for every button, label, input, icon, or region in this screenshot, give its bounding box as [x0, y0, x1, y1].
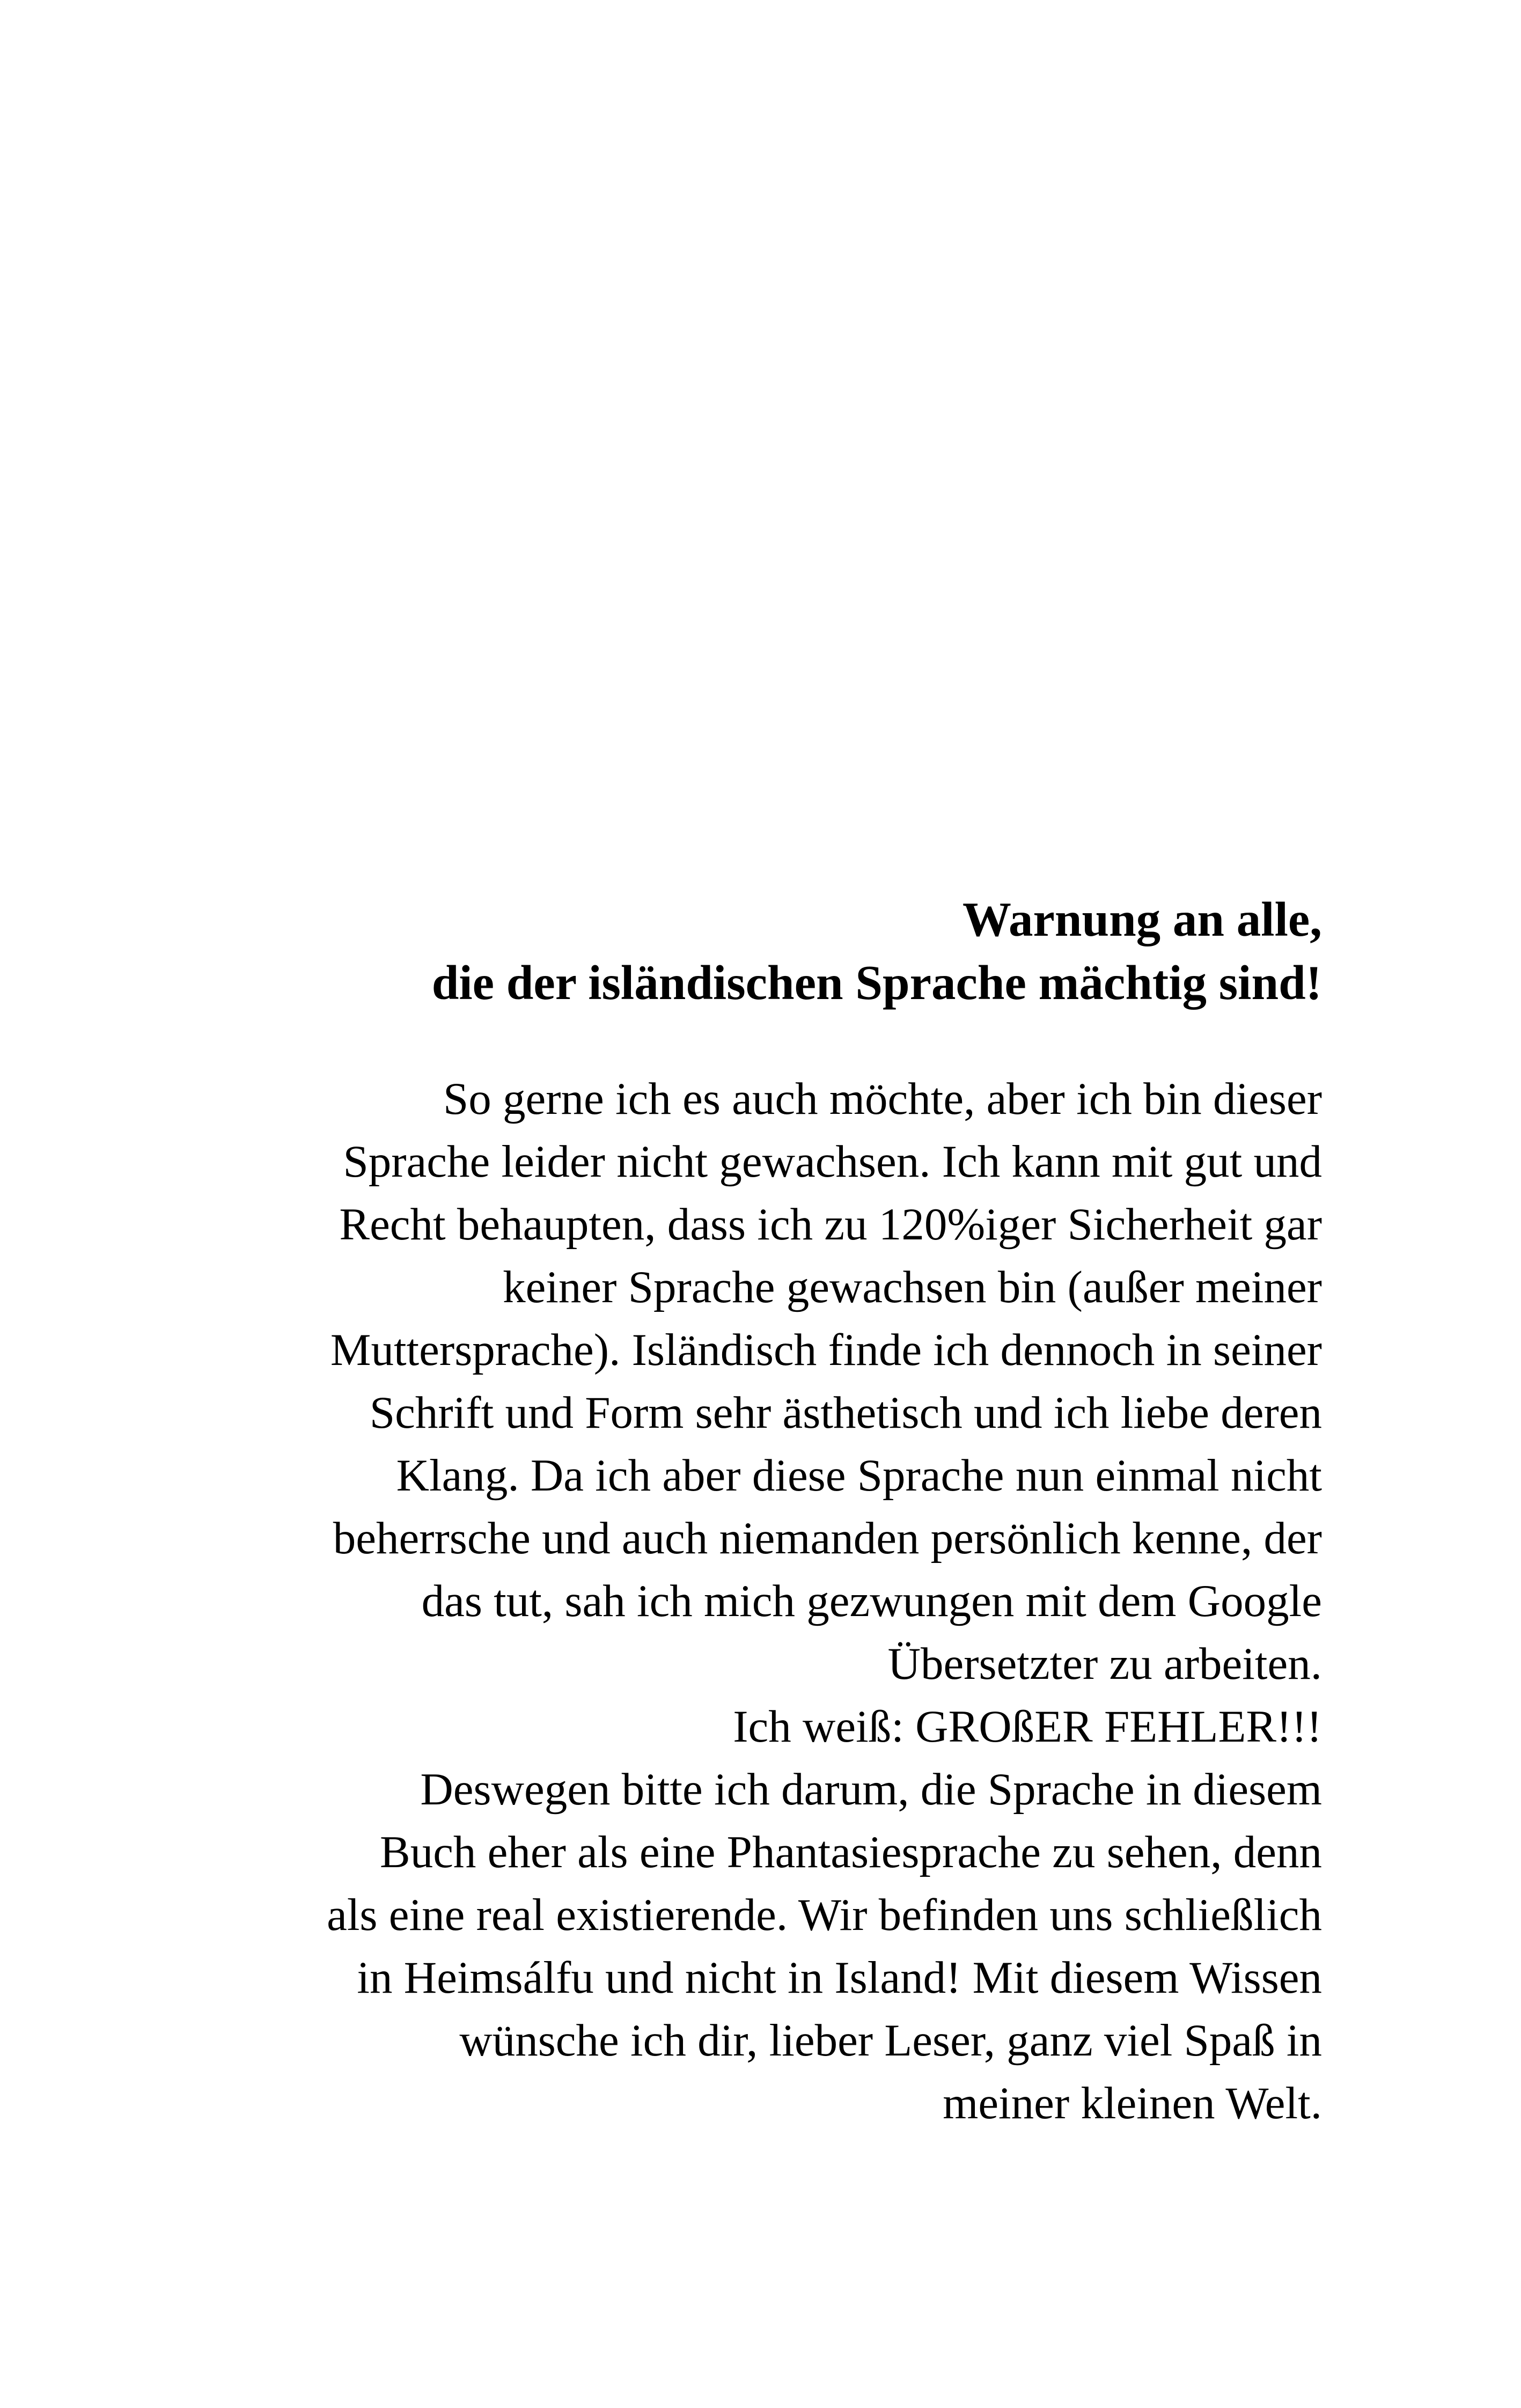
heading-line-1: Warnung an alle,: [962, 892, 1322, 946]
body-line: Sprache leider nicht gewachsen. Ich kann mit gut und: [343, 1136, 1322, 1187]
page-heading: [432, 888, 1322, 1015]
body-line: das tut, sah ich mich gezwungen mit dem Google: [421, 1576, 1322, 1626]
heading-line-2: die der isländischen Sprache mächtig sind!: [431, 956, 1322, 1010]
body-line: als eine real existierende. Wir befinden uns schließlich: [327, 1890, 1322, 1940]
body-line: Recht behaupten, dass ich zu 120%iger Sicherheit gar: [339, 1199, 1322, 1250]
body-line: Deswegen bitte ich darum, die Sprache in diesem: [420, 1764, 1322, 1815]
body-paragraph: [327, 1068, 1322, 2135]
body-line: Ich weiß: GROßER FEHLER!!!: [733, 1701, 1322, 1752]
body-line: Buch eher als eine Phantasiesprache zu sehen, denn: [380, 1827, 1322, 1877]
body-line: So gerne ich es auch möchte, aber ich bin dieser: [443, 1074, 1322, 1124]
body-line: keiner Sprache gewachsen bin (außer meiner: [503, 1262, 1322, 1312]
body-line: beherrsche und auch niemanden persönlich kenne, der: [333, 1513, 1322, 1563]
body-line: Klang. Da ich aber diese Sprache nun einmal nicht: [396, 1450, 1322, 1501]
body-line: Muttersprache). Isländisch finde ich dennoch in seiner: [330, 1325, 1322, 1375]
body-line: wünsche ich dir, lieber Leser, ganz viel Spaß in: [459, 2015, 1322, 2066]
body-line: Schrift und Form sehr ästhetisch und ich liebe deren: [369, 1387, 1322, 1438]
body-line: in Heimsálfu und nicht in Island! Mit diesem Wissen: [357, 1952, 1322, 2003]
body-line: Übersetzter zu arbeiten.: [887, 1639, 1322, 1689]
body-line: meiner kleinen Welt.: [943, 2078, 1322, 2128]
